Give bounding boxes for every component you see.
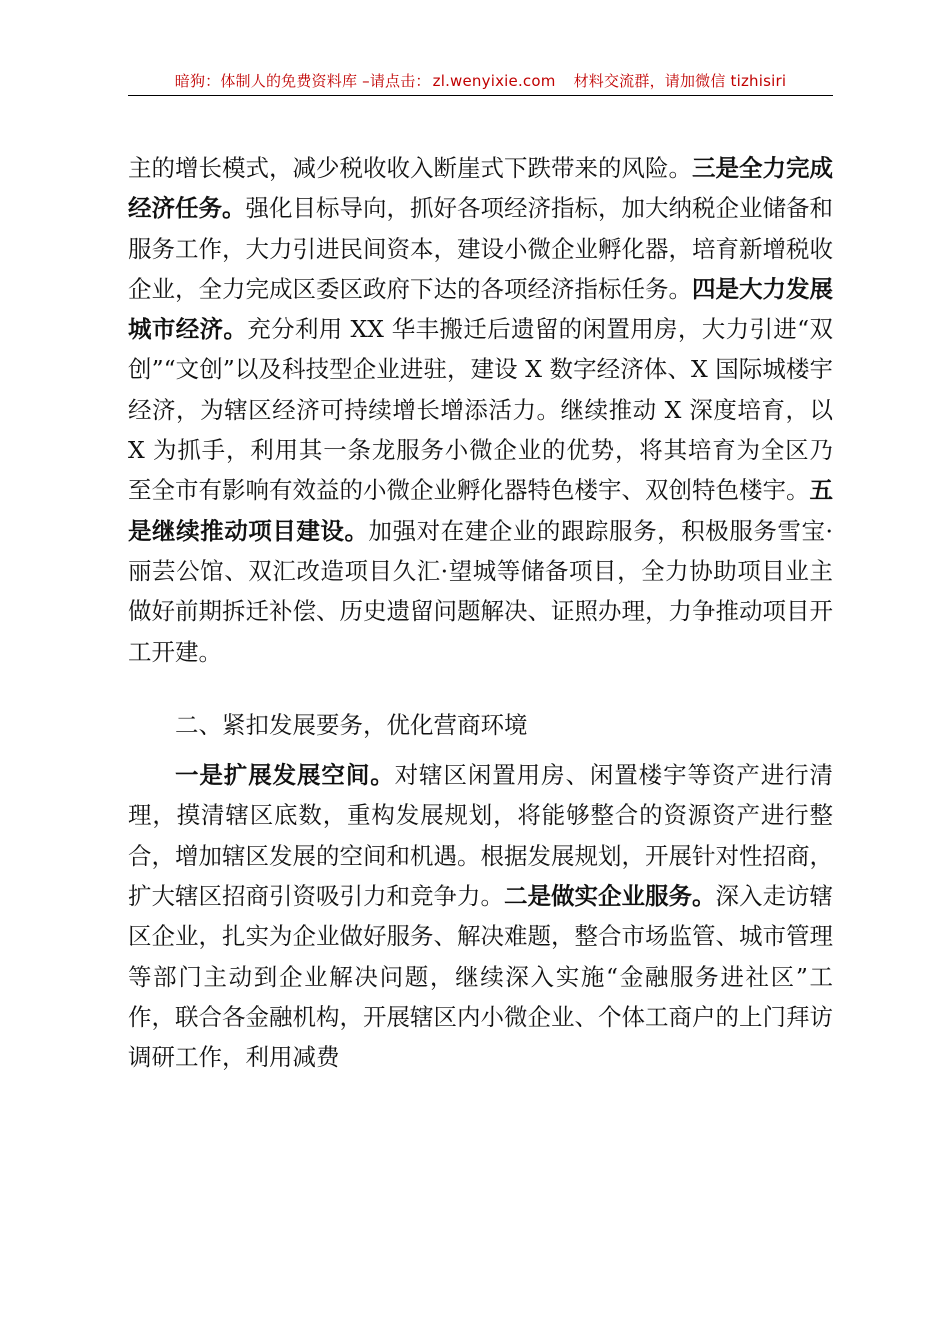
page-header: [128, 70, 833, 91]
header-link[interactable]: zl.wenyixie.com: [432, 72, 556, 90]
header-left-text: 暗狗：体制人的免费资料库 –请点击：: [174, 72, 431, 90]
bold-point-4: 四是大力发展城市经济。: [128, 274, 833, 344]
bold-point-5: 五是继续推动项目建设。: [128, 476, 833, 545]
header-right-text: 材料交流群，请加微信 tizhisiri: [573, 72, 787, 90]
header-divider: [128, 95, 833, 96]
document-body: [128, 148, 833, 1078]
bold-point-3: 三是全力完成经济任务。: [128, 154, 833, 223]
section-heading: 二、紧扣发展要务，优化营商环境: [175, 710, 528, 739]
paragraph-continuation: 主的增长模式，减少税收收入断崖式下跌带来的风险。三是全力完成经济任务。强化目标导向，抓好各项经济指标，加大纳税企业储备和服务工作，大力引进民间资本，建设小微企业孵化器，培育新增税收企业，全力完成区委区政府下达的各项经济指标任务。四是大力发展城市经济。充分利用 XX 华丰搬迁后遗留的闲置用房，大力引进“双创”“文创”以及科技型企业进驻，建设 X 数字经济体、X 国际城楼宇经济，为辖区经济可持续增长增添活力。继续推动 X 深度培育，以 X 为抓手，利用其一条龙服务小微企业的优势，将其培育为全区乃至全市有影响有效益的小微企业孵化器特色楼宇、双创特色楼宇。五是继续推动项目建设。加强对在建企业的跟踪服务，积极服务雪宝·丽芸公馆、双汇改造项目久汇·望城等储备项目，全力协助项目业主做好前期拆迁补偿、历史遗留问题解决、证照办理，力争推动项目开工开建。: [128, 154, 834, 666]
bold-point-2: 二是做实企业服务。: [504, 882, 716, 911]
paragraph-section-2: 一是扩展发展空间。对辖区闲置用房、闲置楼宇等资产进行清理，摸清辖区底数，重构发展规划，将能够整合的资源资产进行整合，增加辖区发展的空间和机遇。根据发展规划，开展针对性招商，扩大辖区招商引资吸引力和竞争力。二是做实企业服务。深入走访辖区企业，扎实为企业做好服务、解决难题，整合市场监管、城市管理等部门主动到企业解决问题，继续深入实施“金融服务进社区”工作，联合各金融机构，开展辖区内小微企业、个体工商户的上门拜访调研工作，利用减费: [128, 761, 834, 1072]
bold-point-1: 一是扩展发展空间。: [175, 761, 395, 790]
